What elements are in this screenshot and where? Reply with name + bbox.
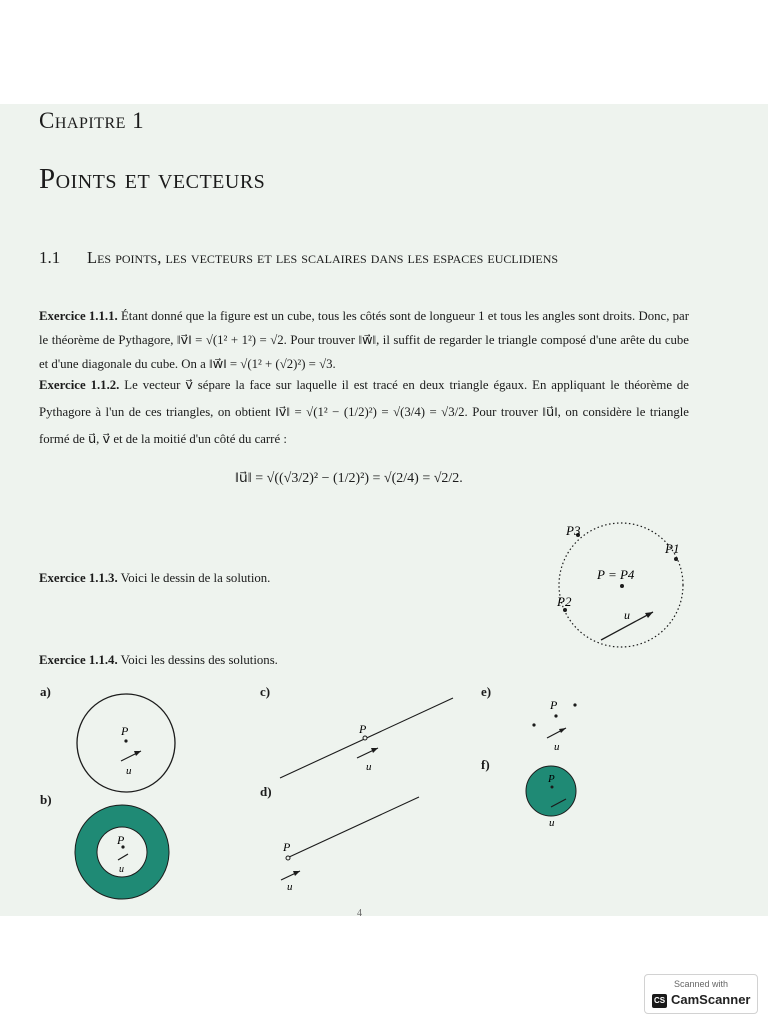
part-e-label: e) <box>481 684 492 699</box>
label-p: P <box>359 722 367 736</box>
figure-part-f <box>522 764 582 830</box>
part-f-label: f) <box>481 757 490 772</box>
part-a-label: a) <box>40 684 51 699</box>
exercise-label: Exercice 1.1.4. <box>39 653 118 667</box>
exercise-1-1-4 <box>39 648 689 672</box>
arrowhead-icon <box>134 751 141 756</box>
figure-part-b <box>70 800 174 904</box>
figure-1-1-3 <box>545 515 695 655</box>
exercise-1-1-1 <box>39 304 689 376</box>
label-p: P <box>550 698 558 712</box>
figure-part-d <box>275 792 425 894</box>
vector-u <box>118 854 128 860</box>
label-p: P <box>548 773 555 785</box>
label-p: P <box>283 840 291 854</box>
label-u: u⃗ <box>287 881 302 893</box>
page-number: 4 <box>357 908 362 919</box>
point-p1 <box>674 557 678 561</box>
exercise-1-1-2 <box>39 372 689 453</box>
exercise-text: Étant donné que la figure est un cube, tous les côtés sont de longueur 1 et tous les angles sont droits. Donc, par le théorème de Pythagore, ‖v⃗‖ = √(1² + 1²) = √2. Pour trouver ‖w⃗‖, il suffit de regarder le triangle composé d'une arête du cube et d'une diagonale du cube. On a ‖w⃗‖ = √(1² + (√2)²) = √3. <box>39 309 689 371</box>
point-p <box>620 584 624 588</box>
chapter-title: Points et vecteurs <box>39 163 266 195</box>
figure-part-a <box>74 692 180 794</box>
label-p: P <box>117 833 125 847</box>
line <box>287 797 419 858</box>
exercise-label: Exercice 1.1.2. <box>39 378 120 392</box>
point-p <box>124 739 127 742</box>
label-u: u⃗ <box>119 864 132 875</box>
exercise-label: Exercice 1.1.1. <box>39 309 118 323</box>
arrowhead-icon <box>559 728 566 733</box>
figure-part-c <box>275 692 460 784</box>
exercise-text: Voici les dessins des solutions. <box>120 653 278 667</box>
badge-caption: Scanned with <box>673 979 729 989</box>
label-p2: P2 <box>557 594 572 609</box>
label-p3: P3 <box>566 523 581 538</box>
label-u: u⃗ <box>624 608 640 622</box>
exercise-text: Voici le dessin de la solution. <box>120 571 271 585</box>
section-title: Les points, les vecteurs et les scalaires dans les espaces euclidiens <box>87 248 559 267</box>
point-p <box>363 736 367 740</box>
chapter-label: Chapitre 1 <box>39 108 145 133</box>
formula-u-norm: ‖u⃗‖ = √((√3/2)² − (1/2)²) = √(2/4) = √2/2. <box>235 471 463 486</box>
label-p: P = P4 <box>597 567 635 582</box>
label-u: u⃗ <box>126 765 141 777</box>
part-c-label: c) <box>260 684 271 699</box>
label-u: u <box>549 817 555 829</box>
label-u: u⃗ <box>366 761 381 773</box>
figure-part-e <box>525 692 595 754</box>
point-p <box>554 714 557 717</box>
label-u: u⃗ <box>554 741 569 753</box>
circle <box>77 694 175 792</box>
arrowhead-icon <box>293 871 300 876</box>
exercise-text: Le vecteur v⃗ sépare la face sur laquelle il est tracé en deux triangle égaux. En appliquant le théorème de Pythagore à l'un de ces triangles, on obtient ‖v⃗‖ = √(1² − (1/2)²) = √(3/4) = √3/2. Pour trouver ‖u⃗‖, on considère le triangle formé de u⃗, v⃗ et de la moitié d'un côté du carré : <box>39 378 689 446</box>
label-p1: P1 <box>665 541 680 556</box>
arrowhead-icon <box>645 612 653 618</box>
label-p: P <box>121 724 129 738</box>
badge-name: CamScanner <box>671 992 751 1007</box>
camscanner-badge <box>644 974 758 1014</box>
arrowhead-icon <box>371 748 378 753</box>
point-p <box>286 856 290 860</box>
point <box>532 723 535 726</box>
part-d-label: d) <box>260 784 272 799</box>
camscanner-logo-icon: CS <box>652 994 667 1008</box>
section-number: 1.1 <box>39 248 61 267</box>
exercise-label: Exercice 1.1.3. <box>39 571 118 585</box>
point-p <box>551 786 554 789</box>
point <box>573 703 576 706</box>
annulus <box>75 805 169 899</box>
part-b-label: b) <box>40 792 52 807</box>
